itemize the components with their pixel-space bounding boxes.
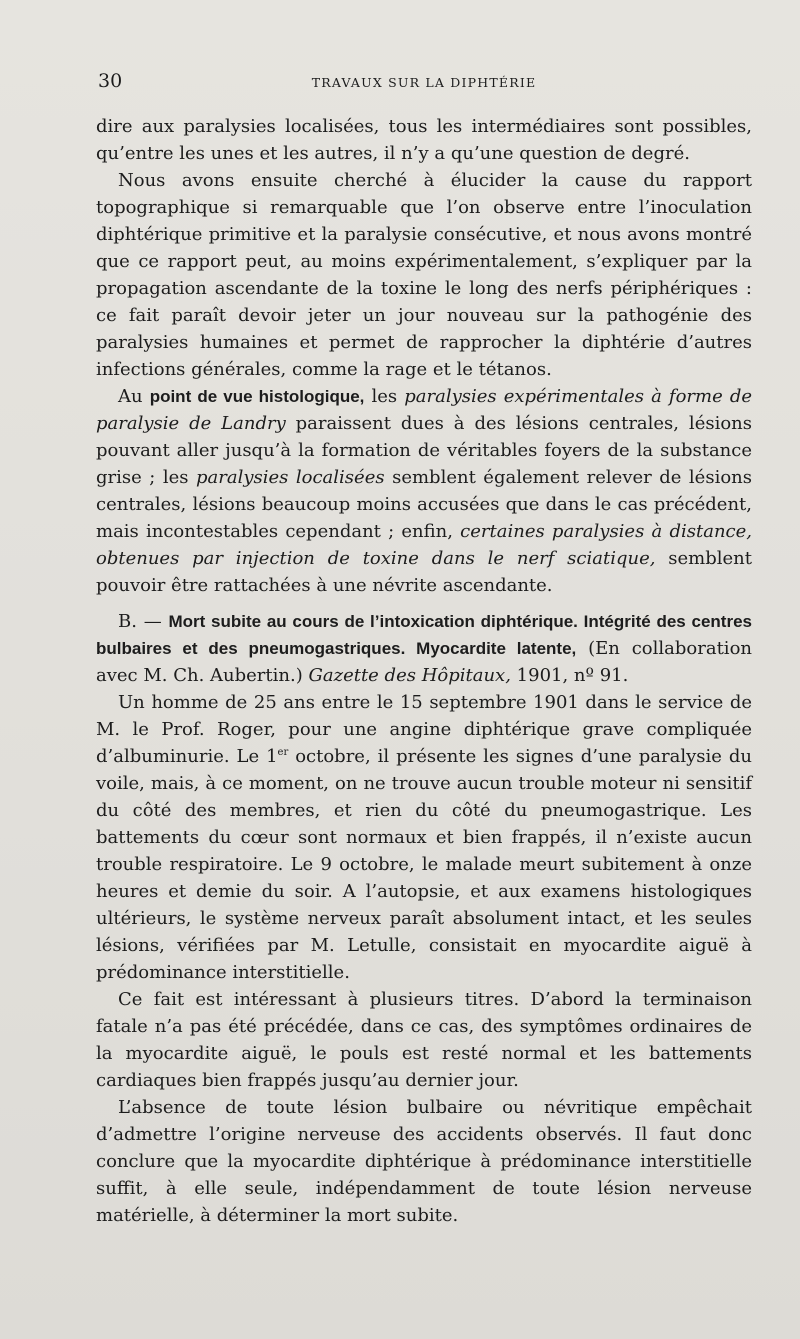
- p3-text-1: Au: [118, 386, 150, 407]
- section-b-journal: Gazette des Hôpitaux,: [308, 665, 511, 686]
- page-header: [98, 70, 750, 96]
- section-b-text-2: 1901, nº 91.: [510, 665, 629, 686]
- p3-italic-1: paralysies expérimentales à forme de paralysie de Landry: [96, 386, 752, 434]
- p3-text-5: semblent pouvoir être rattachées à une névrite ascendante.: [96, 548, 752, 596]
- p5-text-1: Un homme de 25 ans entre le 15 septembre 1901 dans le service de M. le Prof. Roger, pour une angine diphtérique grave compliquée d’albuminurie. Le 1: [96, 692, 752, 767]
- running-title: TRAVAUX SUR LA DIPHTÉRIE: [311, 75, 537, 90]
- paragraph-3: [96, 383, 752, 599]
- p3-text-2: les: [364, 386, 405, 407]
- paragraph-6: Ce fait est intéressant à plusieurs titres. D’abord la terminaison fatale n’a pas été précédée, dans ce cas, des symptômes ordinaires de la myocardite aiguë, le pouls est resté normal et les battements cardiaques bien frappés jusqu’au dernier jour.: [96, 989, 752, 1091]
- p3-text-3: paraissent dues à des lésions centrales, lésions pouvant aller jusqu’à la formation de véritables foyers de la substance grise ; les: [96, 413, 753, 488]
- paragraph-7: L’absence de toute lésion bulbaire ou névritique empêchait d’admettre l’origine nerveuse des accidents observés. Il faut donc conclure que la myocardite diphtérique à prédominance interstitielle suffit, à elle seule, indépendamment de toute lésion nerveuse matérielle, à déterminer la mort subite.: [96, 1097, 752, 1226]
- page-number: 30: [98, 70, 123, 92]
- section-b-text-1: (En collaboration avec M. Ch. Aubertin.): [96, 638, 752, 686]
- p3-italic-2: paralysies localisées: [195, 467, 385, 488]
- paragraph-1: dire aux paralysies localisées, tous les intermédiaires sont possibles, qu’entre les unes et les autres, il n’y a qu’une question de degré.: [96, 116, 752, 164]
- p5-text-2: octobre, il présente les signes d’une paralysie du voile, mais, à ce moment, on ne trouve aucun trouble moteur ni sensitif du côté des membres, et rien du côté du pneumogastrique. Les battements du cœur sont normaux et bien frappés, il n’existe aucun trouble respiratoire. Le 9 octobre, le malade meurt subitement à onze heures et demie du soir. A l’autopsie, et aux examens histologiques ultérieurs, le système nerveux paraît absolument intact, et les seules lésions, vérifiées par M. Letulle, consistait en myocardite aiguë à prédominance interstitielle.: [96, 746, 752, 983]
- section-b-label: B. —: [118, 611, 169, 632]
- paragraph-5: [96, 689, 752, 986]
- paragraph-2: Nous avons ensuite cherché à élucider la cause du rapport topographique si remarquable que l’on observe entre l’inoculation diphtérique primitive et la paralysie consécutive, et nous avons montré que ce rapport peut, au moins expérimentalement, s’expliquer par la propagation ascendante de la toxine le long des nerfs périphériques : ce fait paraît devoir jeter un jour nouveau sur la pathogénie des paralysies humaines et permet de rapprocher la diphtérie d’autres infections générales, comme la rage et le tétanos.: [96, 170, 752, 380]
- p5-superscript: er: [277, 747, 289, 758]
- section-b-title: Mort subite au cours de l’intoxication diphtérique. Intégrité des centres bulbaires et des pneumogastriques. Myocardite latente,: [96, 612, 752, 658]
- p3-bold-1: point de vue histologique,: [149, 387, 365, 406]
- p3-text-4: semblent également relever de lésions centrales, lésions beaucoup moins accusées que dans le cas précédent, mais incontestables cependant ; enfin,: [96, 467, 752, 542]
- section-b-heading: [96, 608, 752, 689]
- page-body: [96, 113, 752, 1229]
- p3-italic-3: certaines paralysies à distance, obtenues par injection de toxine dans le nerf sciatique,: [96, 521, 752, 569]
